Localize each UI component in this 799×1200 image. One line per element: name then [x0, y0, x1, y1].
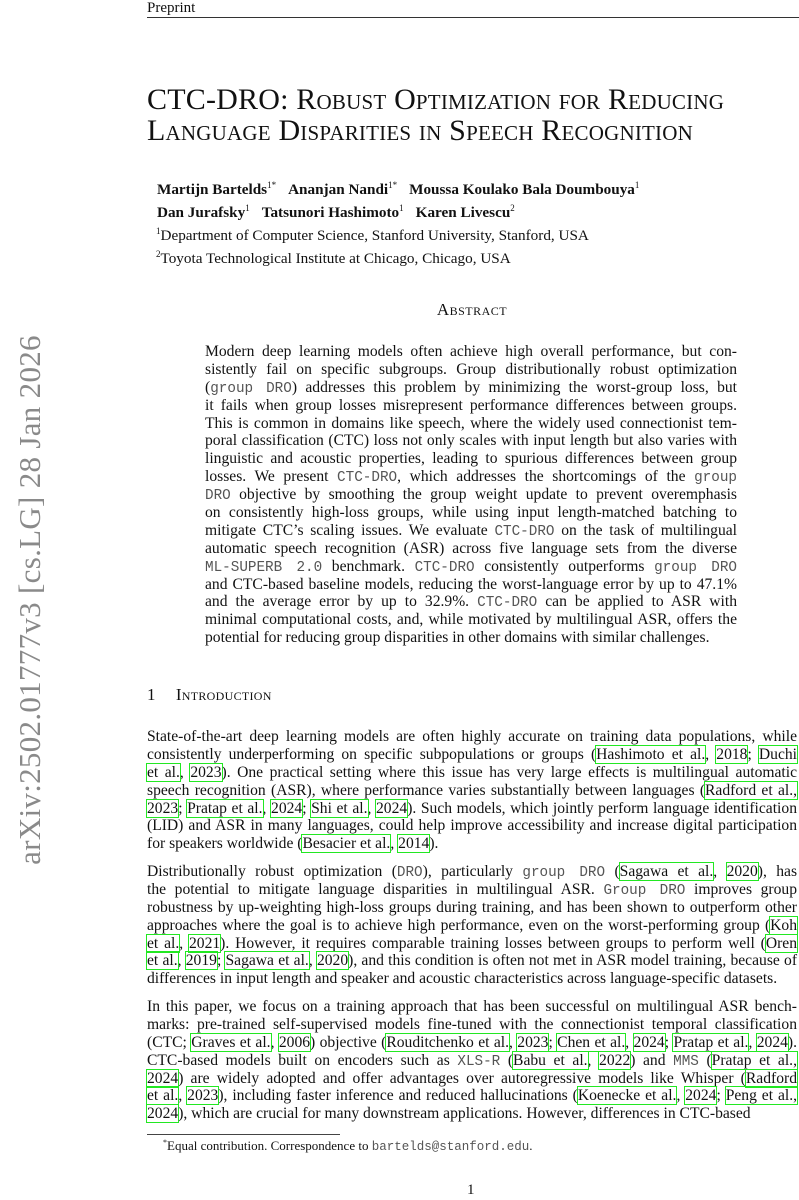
text-line: et al., 2023), including faster inference and reduced hallucinations (Koenecke et al., 2024; Peng et al.,: [147, 1087, 798, 1105]
code-term: group: [694, 470, 737, 487]
citation-link[interactable]: 2024: [147, 1105, 179, 1123]
text-line: Distributionally robust optimization (DRO), particularly group DRO (Sagawa et al., 2020), has: [147, 863, 798, 881]
citation-year-link[interactable]: 2019: [185, 952, 217, 970]
citation-link[interactable]: Pratap et al.,: [711, 1051, 797, 1069]
citation-year-link[interactable]: 2024: [271, 799, 303, 817]
text-line: poral classification (CTC) loss not only scales with input length but also varies with: [205, 432, 737, 450]
citation-link[interactable]: Besacier et al.: [302, 835, 391, 853]
text-line: and the average error by up to 32.9%. CTC-DRO can be applied to ASR with: [205, 593, 737, 612]
citation-link[interactable]: Sagawa et al.: [225, 952, 309, 970]
citation-link[interactable]: Radford: [745, 1069, 797, 1087]
page-number: 1: [467, 1182, 475, 1198]
author-affiliation-mark: 1: [634, 180, 640, 190]
text-line: DRO objective by smoothing the group weight update to prevent overemphasis: [205, 486, 737, 505]
citation-year-link[interactable]: 2024: [756, 1033, 788, 1051]
citation-link[interactable]: Shi et al.: [311, 799, 368, 817]
abstract-body: [205, 343, 737, 647]
code-term: DRO: [205, 488, 231, 505]
citation-link[interactable]: 2023: [147, 799, 179, 817]
text-line: potential for reducing group disparities in other domains with similar challenges.: [205, 629, 710, 647]
text-line: CTC-based models built on encoders such as XLS-R (Babu et al., 2022) and MMS (Pratap et al.,: [147, 1051, 797, 1070]
text-line: (CTC; Graves et al., 2006) objective (Rouditchenko et al., 2023; Chen et al., 2024; Pratap et al., 2024).: [147, 1033, 797, 1051]
citation-link[interactable]: Babu et al.: [513, 1051, 588, 1069]
citation-link[interactable]: et al.: [147, 952, 178, 970]
section-heading-introduction: 1 Introduction: [147, 685, 272, 704]
text-line: et al., 2021). However, it requires comparable training losses between groups to perform well (Oren: [147, 934, 798, 952]
code-term: XLS-R: [457, 1053, 501, 1070]
text-line: automatic speech recognition (ASR) across five language sets from the diverse: [205, 539, 737, 557]
citation-link[interactable]: Peng et al.,: [725, 1087, 798, 1105]
citation-link[interactable]: Koh: [770, 916, 797, 934]
citation-link[interactable]: Hashimoto et al.: [596, 745, 706, 763]
text-line: (LID) and ASR in many languages, could help improve accessibility and increase digital participation: [147, 817, 797, 835]
text-line: (group DRO) addresses this problem by minimizing the worst-group loss, but: [205, 378, 737, 397]
code-term: group DRO: [210, 380, 292, 397]
author-name: Martijn Bartelds$^{1*}$: [157, 180, 277, 198]
abstract-heading: Abstract: [436, 300, 508, 319]
citation-link[interactable]: Rouditchenko et al.: [386, 1033, 509, 1051]
title-line-2: Language Disparities in Speech Recognition: [147, 114, 693, 147]
citation-year-link[interactable]: 2006: [278, 1033, 311, 1051]
citation-year-link[interactable]: 2023: [190, 763, 222, 781]
code-term: CTC-DRO: [414, 559, 475, 576]
text-line: the potential to mitigate language disparities in multilingual ASR. Group DRO improves group: [147, 880, 798, 899]
citation-year-link[interactable]: 2024: [376, 799, 408, 817]
citation-link[interactable]: Duchi: [758, 745, 798, 763]
text-line: marks: pre-trained self-supervised models fine-tuned with the connectionist temporal classification: [147, 1015, 797, 1033]
author-row-2: [157, 199, 651, 222]
citation-year-link[interactable]: 2022: [599, 1051, 631, 1069]
citation-year-link[interactable]: 2014: [398, 835, 430, 853]
code-term: group DRO: [654, 559, 737, 576]
affiliation-1: $^1$Department of Computer Science, Stanford University, Stanford, USA: [156, 226, 589, 244]
arxiv-identifier-stamp[interactable]: arXiv:2502.01777v3 [cs.LG] 28 Jan 2026: [12, 335, 47, 865]
text-line: et al., 2019; Sagawa et al., 2020), and this condition is often not met in ASR model training, because of: [147, 952, 798, 970]
text-line: minimal computational costs, and, while motivated by multilingual ASR, offers the: [205, 611, 737, 629]
text-line: speech recognition (ASR), where performance varies substantially between languages (Radford et al.,: [147, 781, 797, 799]
citation-link[interactable]: Graves et al.: [191, 1033, 271, 1051]
code-term: Group DRO: [603, 882, 686, 899]
author-name: Tatsunori Hashimoto$^1$: [261, 203, 404, 221]
citation-year-link[interactable]: 2018: [716, 745, 748, 763]
author-affiliation-mark: 2: [510, 203, 515, 213]
code-term: MMS: [673, 1053, 699, 1070]
text-line: In this paper, we focus on a training approach that has been successful on multilingual ASR bench-: [147, 998, 797, 1015]
citation-year-link[interactable]: 2024: [685, 1087, 717, 1105]
text-line: for speakers worldwide (Besacier et al., 2014).: [147, 835, 439, 853]
citation-link[interactable]: et al.: [147, 763, 180, 781]
citation-link[interactable]: Pratap et al.: [673, 1033, 749, 1051]
paper-title: [147, 84, 724, 146]
text-line: 2024), which are crucial for many downstream applications. However, differences in CTC-based: [147, 1105, 751, 1123]
title-line-1: CTC-DRO: Robust Optimization for Reducing: [147, 83, 725, 116]
intro-paragraph: [147, 728, 797, 853]
text-line: approaches where the goal is to achieve high performance, even on the worst-performing group (Koh: [147, 916, 797, 934]
footnote-rule: [147, 1134, 340, 1135]
text-line: This is common in domains like speech, where the widely used connectionist tem-: [205, 414, 737, 432]
author-affiliation-mark: 1: [399, 203, 404, 213]
footnote: *Equal contribution. Correspondence to bartelds@stanford.edu.: [163, 1138, 533, 1154]
header-rule: [147, 17, 799, 18]
text-line: linguistic and acoustic properties, leading to spurious differences between group: [205, 450, 737, 468]
citation-year-link[interactable]: 2020: [316, 952, 349, 970]
citation-year-link[interactable]: 2023: [517, 1033, 549, 1051]
text-line: mitigate CTC’s scaling issues. We evaluate CTC-DRO on the task of multilingual: [205, 521, 738, 540]
citation-year-link[interactable]: 2023: [187, 1087, 219, 1105]
text-line: on consistently high-loss groups, while using input length-matched batching to: [205, 504, 737, 522]
text-line: robustness by up-weighting high-loss groups during training, and has been shown to outperform other: [147, 898, 797, 916]
author-block: [157, 176, 651, 268]
author-row-1: [157, 176, 651, 199]
citation-link[interactable]: Pratap et al.: [187, 799, 263, 817]
citation-year-link[interactable]: 2021: [188, 934, 221, 952]
text-line: 2023; Pratap et al., 2024; Shi et al., 2024). Such models, which jointly perform language identification: [147, 799, 797, 817]
text-line: et al., 2023). One practical setting where this issue has very large effects is multilingual automatic: [147, 763, 798, 781]
affiliation-2: $^2$Toyota Technological Institute at Chicago, Chicago, USA: [156, 249, 511, 267]
author-affiliation-mark: 1: [245, 203, 250, 213]
citation-link[interactable]: Oren: [765, 934, 798, 952]
citation-link[interactable]: et al.: [147, 1087, 179, 1105]
email-link[interactable]: bartelds@stanford.edu: [371, 1140, 530, 1154]
citation-year-link[interactable]: 2020: [726, 863, 758, 880]
text-line: ML-SUPERB 2.0 benchmark. CTC-DRO consistently outperforms group DRO: [205, 557, 737, 576]
citation-link[interactable]: et al.: [147, 934, 180, 952]
code-term: CTC-DRO: [494, 523, 555, 540]
text-line: State-of-the-art deep learning models are often highly accurate on training data populations, while: [147, 728, 797, 745]
citation-link[interactable]: Sagawa et al.: [619, 863, 714, 880]
text-line: consistently underperforming on specific subpopulations or groups (Hashimoto et al., 2018; Duchi: [147, 745, 798, 763]
author-name: Ananjan Nandi$^{1*}$: [288, 180, 398, 198]
citation-link[interactable]: 2024: [147, 1069, 179, 1087]
text-line: losses. We present CTC-DRO, which addresses the shortcomings of the group: [205, 468, 737, 487]
citation-year-link[interactable]: 2024: [633, 1033, 665, 1051]
author-name: Dan Jurafsky$^1$: [157, 203, 250, 221]
code-term: DRO: [396, 865, 423, 881]
intro-paragraph: [147, 998, 797, 1123]
text-line: 2024) are widely adopted and offer advantages over autoregressive models like Whisper (Radford: [147, 1069, 797, 1087]
code-term: CTC-DRO: [477, 595, 538, 612]
citation-link[interactable]: Radford et al.,: [705, 781, 797, 799]
author-name: Karen Livescu$^2$: [415, 203, 515, 221]
text-line: Modern deep learning models often achieve high overall performance, but con-: [205, 343, 737, 360]
running-header: Preprint: [147, 0, 196, 16]
text-line: and CTC-based baseline models, reducing the worst-language error by up to 47.1%: [205, 575, 737, 593]
code-term: CTC-DRO: [337, 470, 398, 487]
intro-paragraph: [147, 863, 797, 988]
text-line: differences in input length and speaker and acoustic characteristics across language-specific datasets.: [147, 970, 778, 988]
author-name: Moussa Koulako Bala Doumbouya$^1$: [409, 180, 640, 198]
citation-link[interactable]: Chen et al.: [557, 1033, 626, 1051]
text-line: it fails when group losses misrepresent performance differences between groups.: [205, 396, 737, 414]
author-affiliation-mark: 1*: [388, 180, 398, 190]
citation-link[interactable]: Koenecke et al.: [577, 1087, 677, 1105]
code-term: group DRO: [522, 865, 606, 881]
text-line: sistently fail on specific subgroups. Group distributionally robust optimization: [205, 360, 737, 378]
author-affiliation-mark: 1*: [267, 180, 277, 190]
code-term: ML-SUPERB 2.0: [205, 559, 323, 576]
